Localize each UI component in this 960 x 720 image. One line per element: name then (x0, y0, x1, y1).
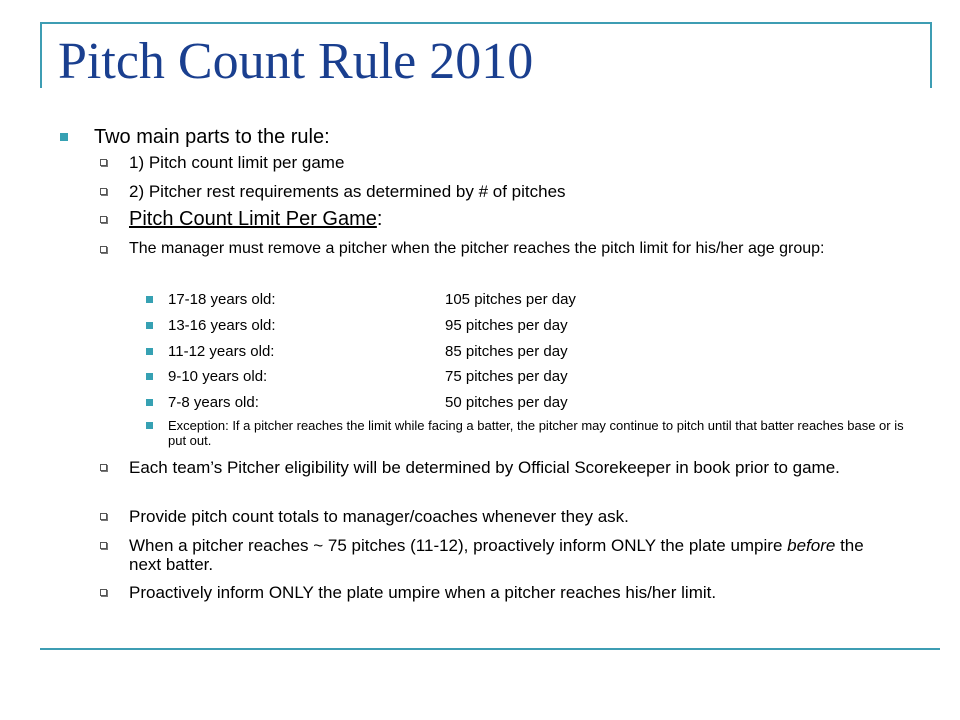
hollow-square-bullet-icon (100, 216, 107, 223)
age-group-label: 9-10 years old: (168, 368, 268, 385)
inform-75-text (129, 536, 899, 574)
exception-text: Exception: If a pitcher reaches the limit while facing a batter, the pitcher may continue to pitch until that batter reaches base or is put out. (168, 418, 904, 448)
inform-75-pre: When a pitcher reaches ~ 75 pitches (11-12), proactively inform ONLY the plate umpire (129, 536, 788, 555)
pitch-limit-value: 105 pitches per day (445, 291, 576, 308)
hollow-square-bullet-icon (100, 159, 107, 166)
main-point-text: Two main parts to the rule: (94, 126, 330, 148)
hollow-square-bullet-icon (100, 246, 107, 253)
part-1-text: 1) Pitch count limit per game (129, 153, 345, 172)
hollow-square-bullet-icon (100, 188, 107, 195)
age-group-label: 13-16 years old: (168, 317, 276, 334)
teal-square-bullet-icon (146, 399, 153, 406)
inform-75-emphasis: before (787, 536, 836, 555)
section-heading-colon: : (376, 208, 383, 230)
teal-square-bullet-icon (60, 133, 68, 141)
part-2-text: 2) Pitcher rest requirements as determined by # of pitches (129, 182, 566, 201)
pitch-limit-value: 50 pitches per day (445, 394, 568, 411)
age-group-label: 11-12 years old: (168, 343, 275, 360)
teal-square-bullet-icon (146, 296, 153, 303)
age-group-label: 17-18 years old: (168, 291, 276, 308)
eligibility-text: Each team’s Pitcher eligibility will be determined by Official Scorekeeper in book prior to game. (129, 458, 840, 477)
slide-title: Pitch Count Rule 2010 (58, 33, 534, 90)
age-group-label: 7-8 years old: (168, 394, 259, 411)
inform-75-post: the next batter. (129, 536, 864, 574)
hollow-square-bullet-icon (100, 513, 107, 520)
totals-text: Provide pitch count totals to manager/coaches whenever they ask. (129, 507, 629, 526)
remove-rule-text: The manager must remove a pitcher when the pitcher reaches the pitch limit for his/her age group: (129, 240, 825, 257)
pitch-limit-value: 95 pitches per day (445, 317, 568, 334)
hollow-square-bullet-icon (100, 589, 107, 596)
hollow-square-bullet-icon (100, 464, 107, 471)
teal-square-bullet-icon (146, 348, 153, 355)
pitch-limit-value: 75 pitches per day (445, 368, 568, 385)
teal-square-bullet-icon (146, 373, 153, 380)
teal-square-bullet-icon (146, 422, 153, 429)
section-heading-text: Pitch Count Limit Per Game (129, 208, 377, 230)
limit-inform-text: Proactively inform ONLY the plate umpire when a pitcher reaches his/her limit. (129, 583, 717, 602)
section-heading (129, 208, 382, 230)
pitch-limit-value: 85 pitches per day (445, 343, 568, 360)
teal-square-bullet-icon (146, 322, 153, 329)
hollow-square-bullet-icon (100, 542, 107, 549)
